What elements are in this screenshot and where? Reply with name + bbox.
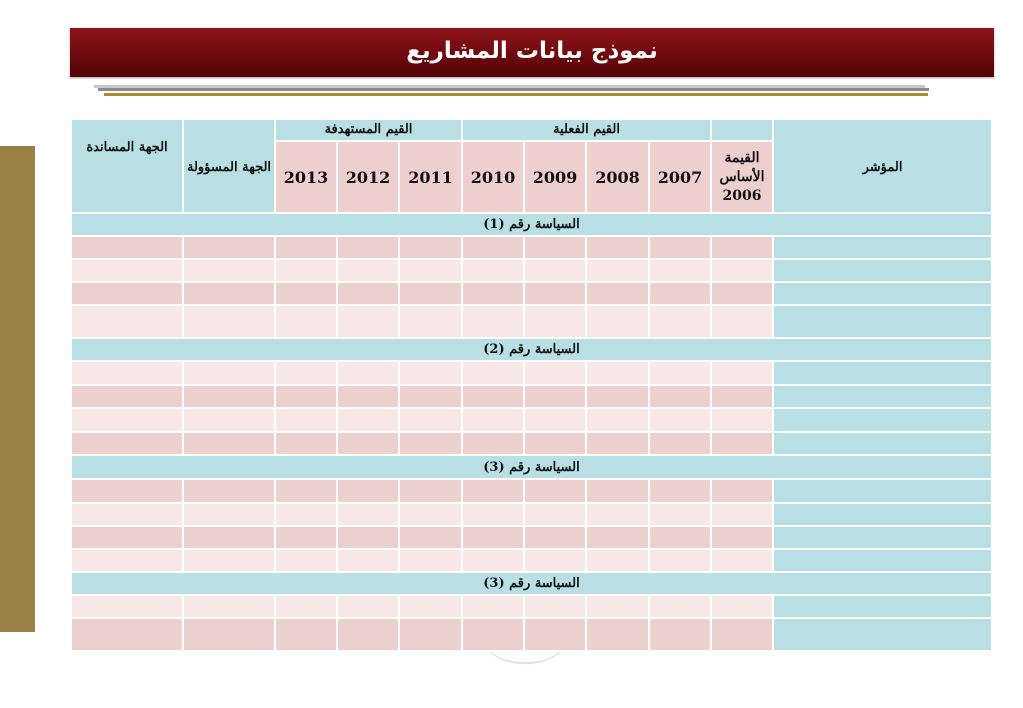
data-cell[interactable] (71, 385, 183, 408)
data-cell[interactable] (337, 618, 399, 651)
indicator-cell[interactable] (773, 385, 992, 408)
data-cell[interactable] (711, 595, 773, 618)
data-cell[interactable] (649, 385, 711, 408)
data-cell[interactable] (183, 549, 275, 572)
supporting-party-header (71, 119, 183, 213)
responsible-party-label: الجهة المسؤولة (186, 160, 272, 175)
data-cell[interactable] (524, 385, 586, 408)
data-cell[interactable] (275, 236, 337, 259)
table-row (71, 549, 992, 572)
data-cell[interactable] (275, 305, 337, 338)
policy-label: السياسة رقم (1) (71, 213, 992, 236)
indicator-cell[interactable] (773, 236, 992, 259)
indicator-cell[interactable] (773, 408, 992, 432)
data-cell[interactable] (462, 408, 524, 432)
data-cell[interactable] (399, 408, 462, 432)
data-cell[interactable] (71, 305, 183, 338)
data-cell[interactable] (337, 526, 399, 549)
data-cell[interactable] (399, 282, 462, 305)
table-row (71, 259, 992, 282)
data-cell[interactable] (711, 432, 773, 455)
data-cell[interactable] (183, 385, 275, 408)
data-cell[interactable] (71, 618, 183, 651)
indicator-cell[interactable] (773, 432, 992, 455)
data-cell[interactable] (586, 259, 649, 282)
data-cell[interactable] (183, 305, 275, 338)
data-cell[interactable] (524, 595, 586, 618)
data-cell[interactable] (71, 432, 183, 455)
table-row (71, 385, 992, 408)
data-cell[interactable] (586, 432, 649, 455)
data-cell[interactable] (183, 361, 275, 385)
data-cell[interactable] (711, 479, 773, 503)
data-cell[interactable] (586, 408, 649, 432)
data-cell[interactable] (462, 236, 524, 259)
data-cell[interactable] (183, 259, 275, 282)
data-cell[interactable] (275, 432, 337, 455)
data-cell[interactable] (399, 432, 462, 455)
data-cell[interactable] (275, 282, 337, 305)
data-cell[interactable] (649, 479, 711, 503)
data-cell[interactable] (462, 259, 524, 282)
data-cell[interactable] (71, 282, 183, 305)
data-cell[interactable] (183, 432, 275, 455)
data-cell[interactable] (711, 618, 773, 651)
page-title: نموذج بيانات المشاريع (70, 28, 994, 77)
data-cell[interactable] (524, 408, 586, 432)
year-header-2012: 2012 (337, 141, 399, 213)
data-cell[interactable] (711, 385, 773, 408)
data-cell[interactable] (71, 236, 183, 259)
projects-data-table (70, 118, 993, 652)
data-cell[interactable] (183, 503, 275, 526)
data-cell[interactable] (524, 549, 586, 572)
data-cell[interactable] (586, 236, 649, 259)
data-cell[interactable] (399, 305, 462, 338)
indicator-cell[interactable] (773, 479, 992, 503)
data-cell[interactable] (711, 549, 773, 572)
indicator-cell[interactable] (773, 305, 992, 338)
data-cell[interactable] (275, 549, 337, 572)
data-cell[interactable] (462, 618, 524, 651)
year-header-2007: 2007 (649, 141, 711, 213)
actual-values-header: القيم الفعلية (462, 119, 711, 141)
data-cell[interactable] (649, 361, 711, 385)
data-cell[interactable] (337, 259, 399, 282)
data-cell[interactable] (337, 361, 399, 385)
data-cell[interactable] (649, 259, 711, 282)
indicator-cell[interactable] (773, 259, 992, 282)
indicator-cell[interactable] (773, 618, 992, 651)
data-cell[interactable] (649, 282, 711, 305)
table-row (71, 618, 992, 651)
data-cell[interactable] (183, 408, 275, 432)
table-row (71, 526, 992, 549)
data-cell[interactable] (275, 503, 337, 526)
data-cell[interactable] (711, 408, 773, 432)
responsible-party-header (183, 119, 275, 213)
indicator-cell[interactable] (773, 549, 992, 572)
year-header-2009: 2009 (524, 141, 586, 213)
data-cell[interactable] (711, 236, 773, 259)
data-cell[interactable] (337, 503, 399, 526)
data-cell[interactable] (586, 479, 649, 503)
indicator-cell[interactable] (773, 595, 992, 618)
data-cell[interactable] (524, 432, 586, 455)
side-accent-bar (0, 146, 35, 632)
data-cell[interactable] (586, 595, 649, 618)
indicator-header-label: المؤشر (862, 160, 903, 175)
data-cell[interactable] (71, 549, 183, 572)
data-cell[interactable] (71, 259, 183, 282)
data-cell[interactable] (524, 305, 586, 338)
data-cell[interactable] (275, 618, 337, 651)
data-cell[interactable] (711, 503, 773, 526)
data-cell[interactable] (71, 595, 183, 618)
data-cell[interactable] (649, 305, 711, 338)
data-cell[interactable] (399, 479, 462, 503)
table-row (71, 432, 992, 455)
table-row (71, 595, 992, 618)
data-cell[interactable] (399, 385, 462, 408)
data-cell[interactable] (586, 361, 649, 385)
supporting-party-label: الجهة المساندة (86, 140, 168, 155)
data-cell[interactable] (462, 479, 524, 503)
data-cell[interactable] (275, 385, 337, 408)
indicator-cell[interactable] (773, 526, 992, 549)
data-cell[interactable] (71, 526, 183, 549)
table-row (71, 479, 992, 503)
table-row (71, 282, 992, 305)
data-cell[interactable] (524, 361, 586, 385)
policy-row (71, 455, 992, 479)
data-cell[interactable] (183, 526, 275, 549)
data-cell[interactable] (586, 385, 649, 408)
data-cell[interactable] (337, 282, 399, 305)
data-cell[interactable] (649, 549, 711, 572)
policy-row (71, 572, 992, 595)
target-values-header: القيم المستهدفة (275, 119, 462, 141)
table-row (71, 503, 992, 526)
data-cell[interactable] (275, 361, 337, 385)
data-cell[interactable] (649, 526, 711, 549)
data-cell[interactable] (399, 549, 462, 572)
data-cell[interactable] (462, 526, 524, 549)
indicator-header (773, 119, 992, 213)
data-cell[interactable] (711, 526, 773, 549)
data-cell[interactable] (524, 503, 586, 526)
data-cell[interactable] (711, 282, 773, 305)
data-cell[interactable] (586, 305, 649, 338)
data-cell[interactable] (337, 385, 399, 408)
data-cell[interactable] (524, 282, 586, 305)
data-cell[interactable] (337, 305, 399, 338)
data-cell[interactable] (337, 479, 399, 503)
base-value-header-top (711, 119, 773, 141)
data-cell[interactable] (711, 259, 773, 282)
data-cell[interactable] (183, 618, 275, 651)
data-cell[interactable] (275, 479, 337, 503)
data-cell[interactable] (183, 236, 275, 259)
data-cell[interactable] (586, 503, 649, 526)
data-cell[interactable] (649, 595, 711, 618)
data-cell[interactable] (71, 408, 183, 432)
data-cell[interactable] (399, 526, 462, 549)
data-cell[interactable] (399, 259, 462, 282)
policy-row (71, 213, 992, 236)
data-cell[interactable] (337, 408, 399, 432)
data-cell[interactable] (399, 618, 462, 651)
data-cell[interactable] (649, 618, 711, 651)
table-row (71, 305, 992, 338)
data-cell[interactable] (649, 503, 711, 526)
data-cell[interactable] (711, 305, 773, 338)
header-row-top (71, 119, 992, 141)
data-cell[interactable] (462, 503, 524, 526)
data-cell[interactable] (524, 259, 586, 282)
data-cell[interactable] (275, 595, 337, 618)
table-body (71, 119, 992, 651)
policy-label: السياسة رقم (3) (71, 455, 992, 479)
data-cell[interactable] (71, 503, 183, 526)
data-cell[interactable] (711, 361, 773, 385)
data-cell[interactable] (462, 385, 524, 408)
title-underline-gold (104, 93, 928, 96)
data-cell[interactable] (275, 408, 337, 432)
indicator-cell[interactable] (773, 282, 992, 305)
data-cell[interactable] (399, 595, 462, 618)
data-cell[interactable] (399, 236, 462, 259)
data-cell[interactable] (275, 526, 337, 549)
data-cell[interactable] (337, 432, 399, 455)
data-cell[interactable] (71, 479, 183, 503)
policy-row (71, 338, 992, 361)
data-cell[interactable] (71, 361, 183, 385)
data-cell[interactable] (586, 549, 649, 572)
data-cell[interactable] (183, 479, 275, 503)
data-cell[interactable] (524, 236, 586, 259)
data-cell[interactable] (524, 526, 586, 549)
data-cell[interactable] (462, 282, 524, 305)
indicator-cell[interactable] (773, 503, 992, 526)
data-cell[interactable] (337, 595, 399, 618)
table-row (71, 361, 992, 385)
data-cell[interactable] (649, 236, 711, 259)
data-cell[interactable] (183, 282, 275, 305)
data-cell[interactable] (337, 236, 399, 259)
data-cell[interactable] (399, 503, 462, 526)
data-cell[interactable] (649, 408, 711, 432)
data-cell[interactable] (275, 259, 337, 282)
year-header-2008: 2008 (586, 141, 649, 213)
data-cell[interactable] (649, 432, 711, 455)
table-row (71, 408, 992, 432)
table-row (71, 236, 992, 259)
policy-label: السياسة رقم (2) (71, 338, 992, 361)
title-underline-gray (98, 88, 929, 91)
data-cell[interactable] (586, 282, 649, 305)
data-cell[interactable] (524, 618, 586, 651)
data-cell[interactable] (462, 305, 524, 338)
policy-label: السياسة رقم (3) (71, 572, 992, 595)
data-cell[interactable] (462, 361, 524, 385)
data-cell[interactable] (586, 526, 649, 549)
data-cell[interactable] (183, 595, 275, 618)
data-cell[interactable] (586, 618, 649, 651)
indicator-cell[interactable] (773, 361, 992, 385)
data-cell[interactable] (462, 432, 524, 455)
data-cell[interactable] (462, 595, 524, 618)
data-cell[interactable] (462, 549, 524, 572)
year-header-2011: 2011 (399, 141, 462, 213)
base-value-header: القيمة الأساس 2006 (711, 141, 773, 213)
data-cell[interactable] (524, 479, 586, 503)
year-header-2013: 2013 (275, 141, 337, 213)
data-cell[interactable] (337, 549, 399, 572)
year-header-2010: 2010 (462, 141, 524, 213)
data-cell[interactable] (399, 361, 462, 385)
